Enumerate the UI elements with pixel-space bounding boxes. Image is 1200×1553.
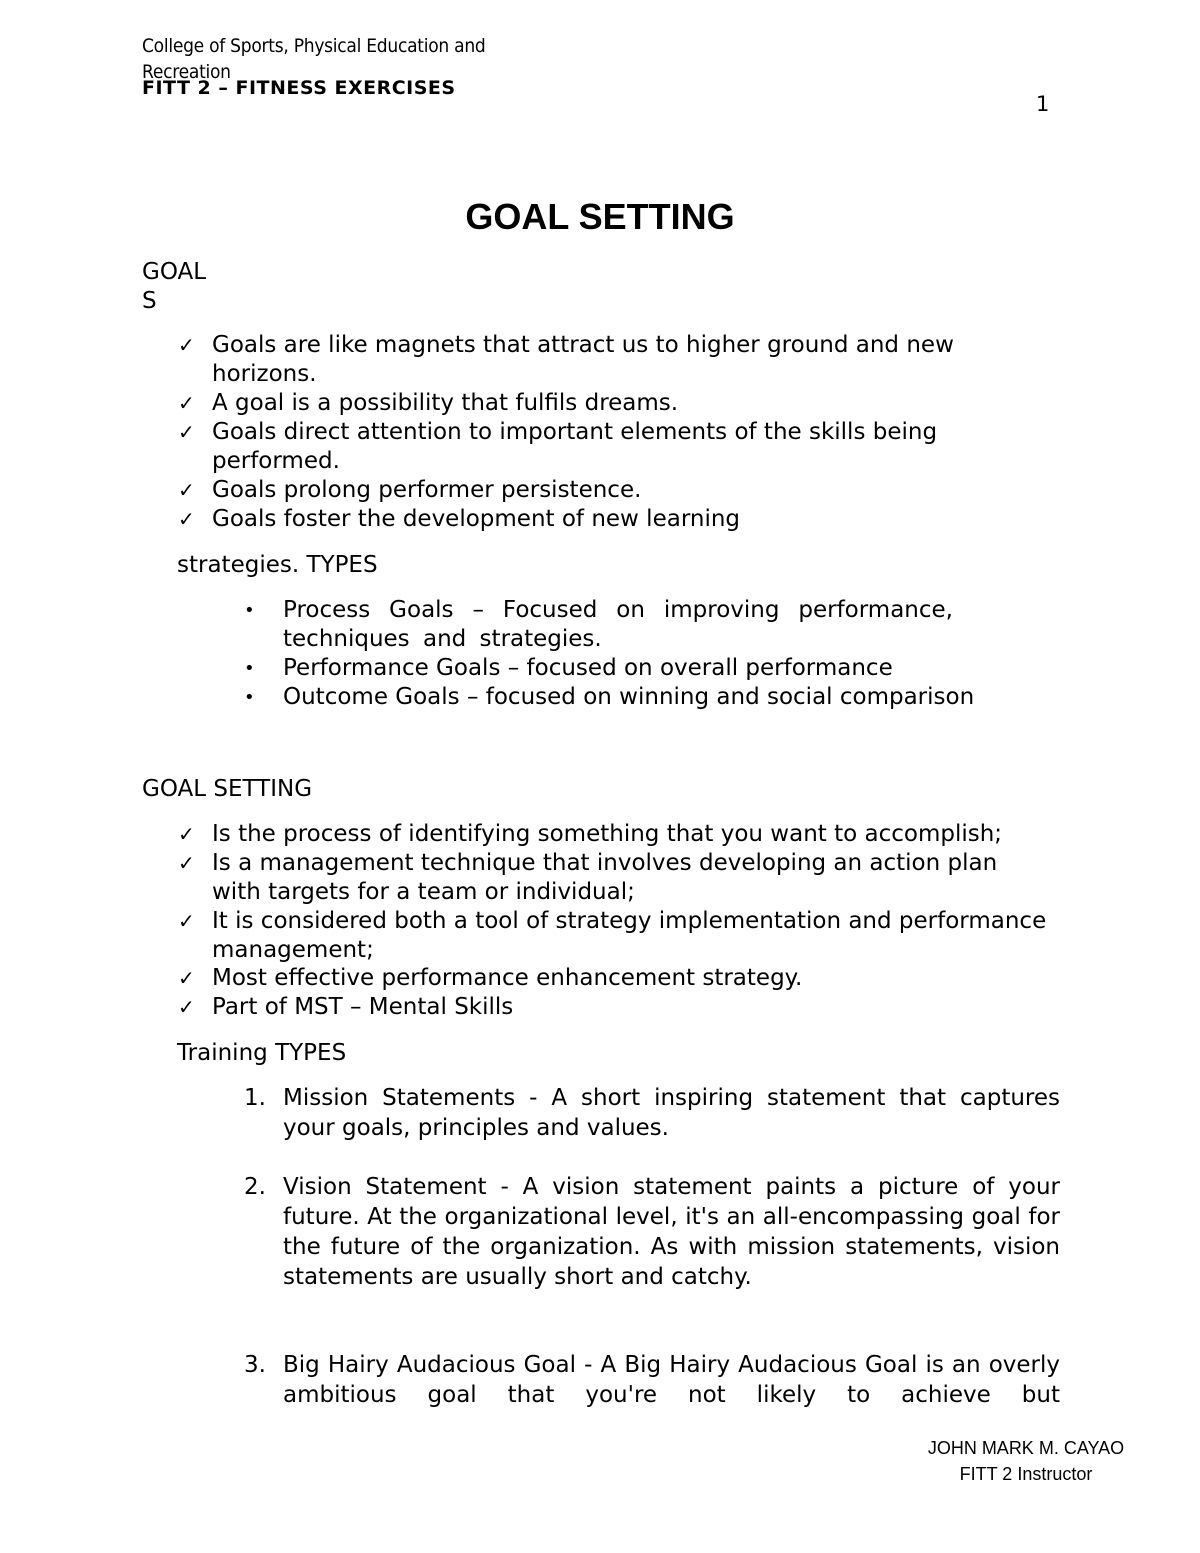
- list-item-text: Goals prolong performer persistence.: [212, 477, 642, 503]
- check-icon: ✓: [178, 420, 195, 444]
- course-title-clipped: [142, 77, 472, 99]
- list-item-text: Process Goals – Focused on improving performance, techniques and strategies.: [283, 597, 953, 652]
- training-types-heading: Training TYPES: [177, 1040, 347, 1066]
- college-name-line-1: College of Sports, Physical Education and: [142, 35, 486, 57]
- check-icon: ✓: [178, 995, 195, 1019]
- list-item: [244, 1350, 1060, 1410]
- check-icon: ✓: [178, 478, 195, 502]
- goals-heading-line-1: GOAL: [142, 259, 207, 285]
- list-item-text: Outcome Goals – focused on winning and social comparison: [283, 684, 975, 710]
- list-item-text: Is a management technique that involves developing an action plan with targets for a team or individual;: [212, 850, 998, 905]
- list-item: [178, 331, 1058, 389]
- goals-heading-line-2: S: [142, 288, 157, 314]
- list-number: 1.: [244, 1085, 266, 1111]
- check-icon: ✓: [178, 966, 195, 990]
- list-item: [178, 849, 1058, 907]
- check-icon: ✓: [178, 333, 195, 357]
- list-number: 2.: [244, 1174, 266, 1200]
- list-number: 3.: [244, 1352, 266, 1378]
- instructor-role: FITT 2 Instructor: [959, 1464, 1093, 1484]
- list-item-text: Goals direct attention to important elements of the skills being performed.: [212, 419, 938, 474]
- check-icon: ✓: [178, 851, 195, 875]
- list-item-text: A goal is a possibility that fulfils dreams.: [212, 390, 679, 416]
- list-item-text: Big Hairy Audacious Goal - A Big Hairy Audacious Goal is an overly ambitious goal that you're not likely to achieve but: [283, 1352, 1060, 1408]
- list-item-text: It is considered both a tool of strategy implementation and performance management;: [212, 908, 1047, 963]
- list-item: [178, 389, 1058, 418]
- check-icon: ✓: [178, 507, 195, 531]
- list-item: [244, 654, 964, 683]
- list-item-text: Mission Statements - A short inspiring statement that captures your goals, principles and values.: [283, 1085, 1060, 1141]
- list-item: [244, 596, 964, 654]
- list-item-text: Goals are like magnets that attract us to higher ground and new horizons.: [212, 332, 954, 387]
- list-item-text: Part of MST – Mental Skills: [212, 994, 514, 1020]
- check-icon: ✓: [178, 909, 195, 933]
- types-lead-text: strategies. TYPES: [177, 552, 378, 578]
- list-item-text: Goals foster the development of new learning: [212, 506, 741, 532]
- list-item: [178, 418, 1058, 476]
- check-icon: ✓: [178, 391, 195, 415]
- list-item: [178, 505, 1058, 534]
- instructor-name: JOHN MARK M. CAYAO: [927, 1438, 1125, 1458]
- bullet-icon: •: [244, 600, 255, 621]
- list-item-text: Most effective performance enhancement strategy.: [212, 965, 803, 991]
- list-item: [244, 683, 975, 712]
- page-title: GOAL SETTING: [465, 196, 735, 237]
- list-item: [178, 964, 1058, 993]
- page-number: 1: [1036, 92, 1050, 116]
- list-item: [178, 993, 1058, 1022]
- goal-setting-heading: GOAL SETTING: [142, 776, 313, 802]
- college-name-line-2: Recreation: [142, 61, 231, 83]
- list-item: [244, 1083, 1060, 1143]
- course-title-text: FITT 2 – FITNESS EXERCISES: [142, 77, 456, 99]
- list-item-text: Performance Goals – focused on overall performance: [283, 655, 893, 681]
- list-item: [244, 1172, 1060, 1292]
- list-item: [178, 907, 1058, 965]
- list-item: [178, 820, 1058, 849]
- list-item-text: Is the process of identifying something that you want to accomplish;: [212, 821, 1003, 847]
- bullet-icon: •: [244, 687, 255, 708]
- list-item: [178, 476, 1058, 505]
- check-icon: ✓: [178, 822, 195, 846]
- bullet-icon: •: [244, 658, 255, 679]
- list-item-text: Vision Statement - A vision statement paints a picture of your future. At the organizational level, it's an all-encompassing goal for the future of the organization. As with mission statements, vision statements are usually short and catchy.: [283, 1174, 1060, 1290]
